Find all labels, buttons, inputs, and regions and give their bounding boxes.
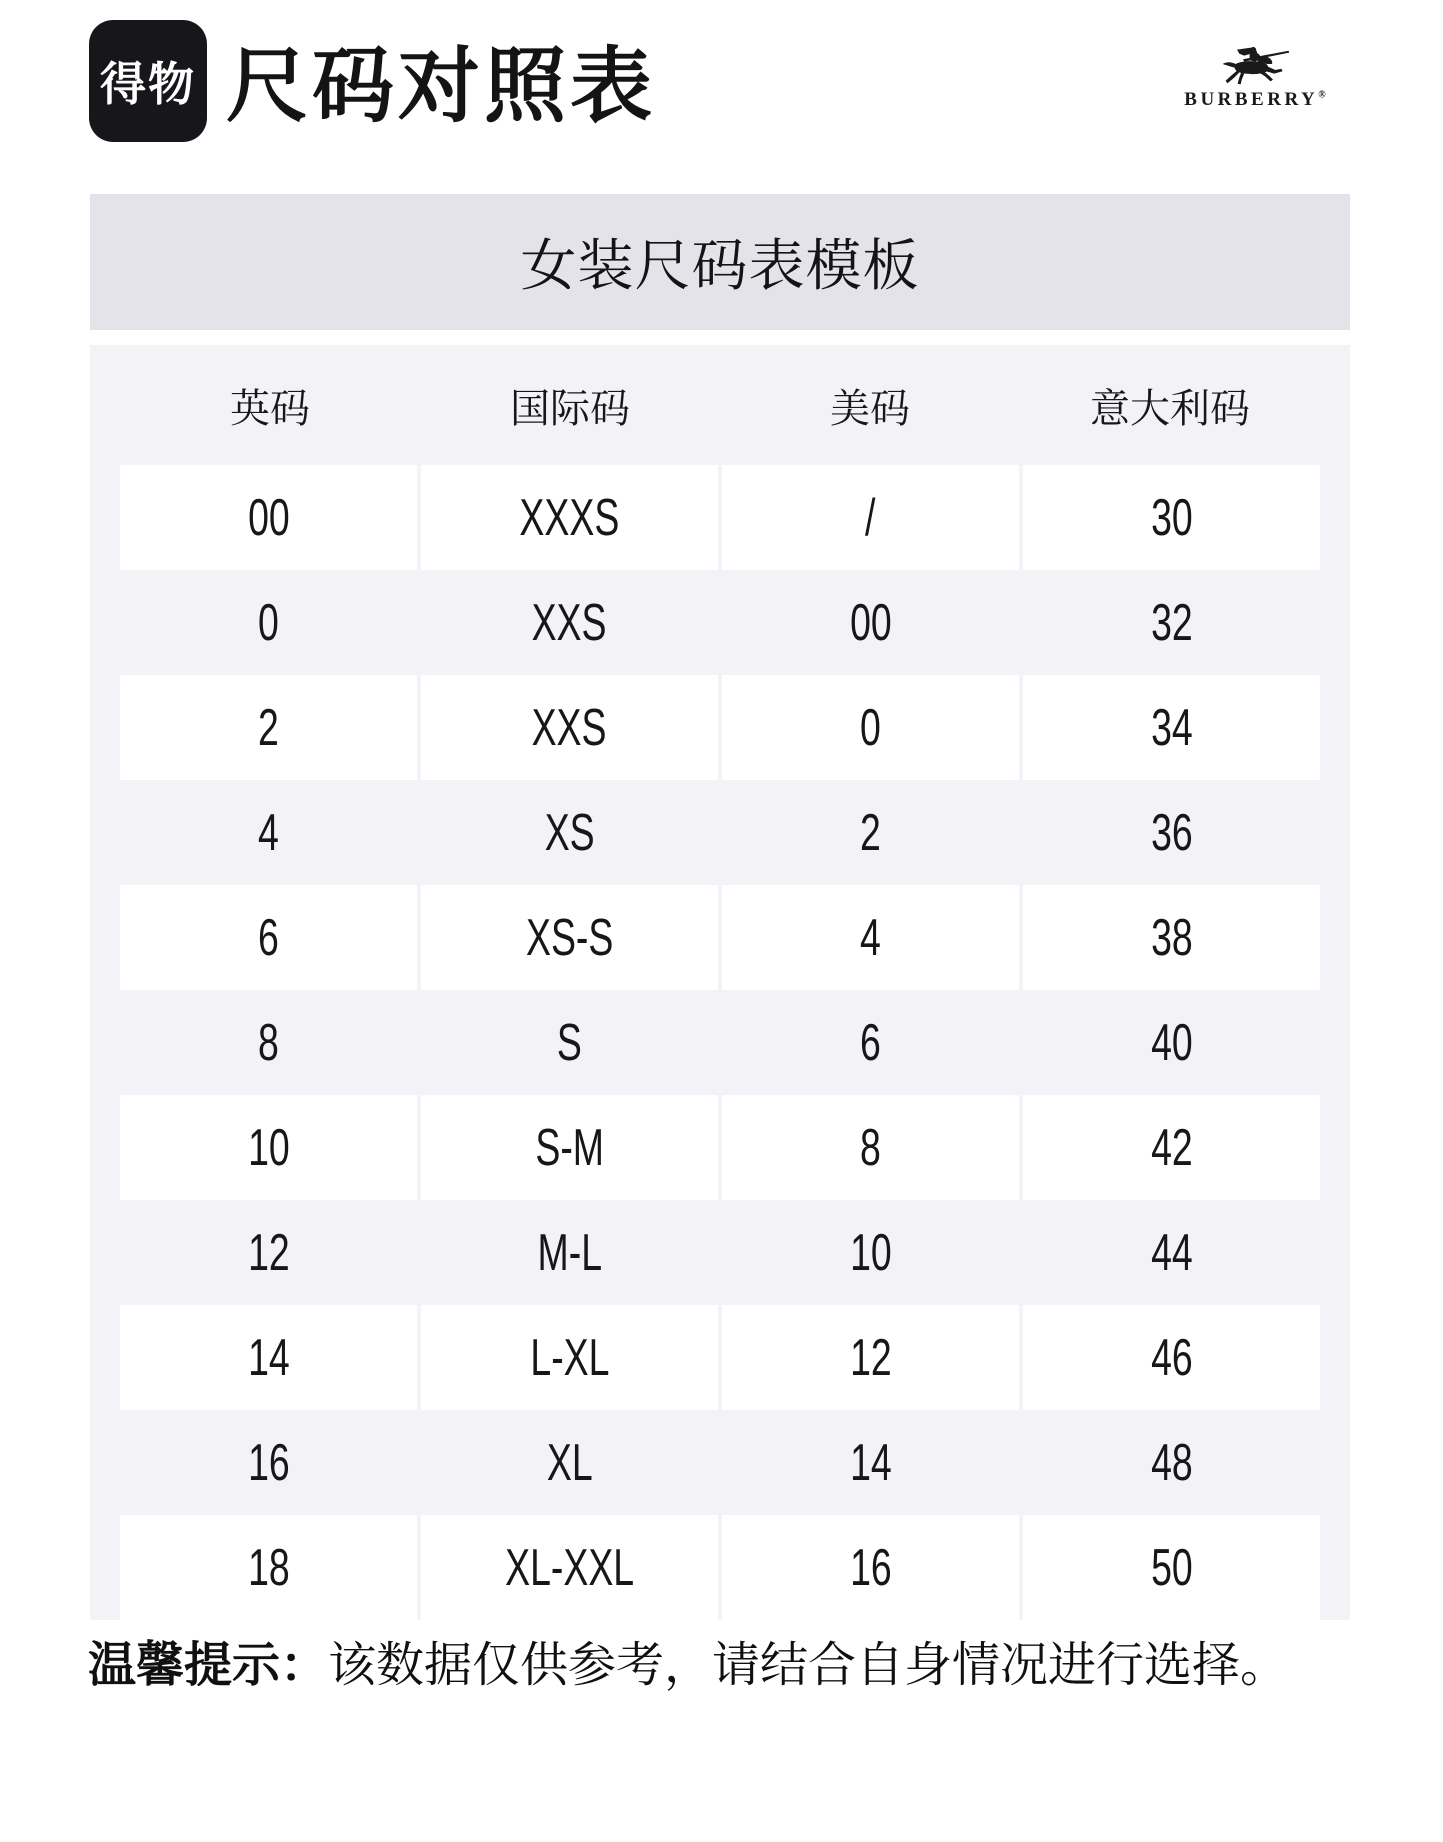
table-cell	[722, 675, 1019, 780]
dewu-logo	[89, 20, 207, 142]
table-cell	[421, 1305, 718, 1410]
cell-value: 10	[247, 1118, 290, 1177]
cell-value: XXS	[532, 698, 607, 757]
table-cell	[120, 675, 417, 780]
cell-value: XXS	[532, 593, 607, 652]
cell-value: 40	[1150, 1013, 1193, 1072]
table-cell	[1023, 780, 1320, 885]
table-row	[120, 885, 1320, 990]
table-cell	[1023, 990, 1320, 1095]
cell-value: 2	[258, 698, 279, 757]
table-cell	[722, 885, 1019, 990]
table-cell	[120, 780, 417, 885]
table-row	[120, 1515, 1320, 1620]
table-cell	[120, 465, 417, 570]
cell-value: /	[865, 488, 876, 547]
cell-value: 36	[1150, 803, 1193, 862]
table-cell	[421, 1515, 718, 1620]
table-row	[120, 570, 1320, 675]
table-cell	[722, 1515, 1019, 1620]
table-cell	[1023, 1410, 1320, 1515]
table-cell	[1023, 1305, 1320, 1410]
table-cell	[421, 1410, 718, 1515]
brand-text: BURBERRY	[1184, 89, 1319, 110]
cell-value: 44	[1150, 1223, 1193, 1282]
column-header: 美码	[830, 386, 910, 431]
tip-label: 温馨提示：	[88, 1639, 329, 1692]
table-cell	[1023, 885, 1320, 990]
table-cell	[722, 990, 1019, 1095]
table-row	[120, 990, 1320, 1095]
cell-value: 38	[1150, 908, 1193, 967]
table-row	[120, 1095, 1320, 1200]
table-cell	[120, 1305, 417, 1410]
cell-value: 12	[247, 1223, 290, 1282]
cell-value: 6	[258, 908, 279, 967]
table-cell	[421, 1095, 718, 1200]
footer-tip	[88, 1638, 1288, 1694]
cell-value: XXXS	[519, 488, 620, 547]
page-title: 尺码对照表	[226, 41, 657, 132]
table-title: 女装尺码表模板	[520, 234, 920, 297]
table-cell	[722, 1095, 1019, 1200]
table-row	[120, 465, 1320, 570]
cell-value: XL-XXL	[504, 1538, 635, 1597]
table-cell	[421, 465, 718, 570]
table-row	[120, 1200, 1320, 1305]
cell-value: 4	[258, 803, 279, 862]
column-header: 国际码	[510, 386, 630, 431]
cell-value: 10	[849, 1223, 892, 1282]
cell-value: 16	[247, 1433, 290, 1492]
burberry-knight-icon	[1218, 46, 1292, 88]
table-cell	[722, 465, 1019, 570]
cell-value: XL	[546, 1433, 593, 1492]
table-cell	[722, 780, 1019, 885]
table-cell	[120, 1095, 417, 1200]
table-row	[120, 1410, 1320, 1515]
table-cell	[1023, 570, 1320, 675]
cell-value: 50	[1150, 1538, 1193, 1597]
cell-value: 0	[258, 593, 279, 652]
cell-value: 46	[1150, 1328, 1193, 1387]
table-cell	[722, 1200, 1019, 1305]
cell-value: 4	[860, 908, 881, 967]
cell-value: 48	[1150, 1433, 1193, 1492]
cell-value: 2	[860, 803, 881, 862]
table-cell	[421, 990, 718, 1095]
table-header-row	[120, 345, 1320, 465]
cell-value: M-L	[537, 1223, 602, 1282]
cell-value: 14	[247, 1328, 290, 1387]
cell-value: XS-S	[525, 908, 614, 967]
dewu-logo-text: 得物	[100, 58, 196, 110]
table-cell	[1023, 1515, 1320, 1620]
table-body	[120, 465, 1320, 1620]
cell-value: S	[557, 1013, 582, 1072]
cell-value: 0	[860, 698, 881, 757]
column-header: 英码	[230, 386, 310, 431]
table-row	[120, 675, 1320, 780]
column-header: 意大利码	[1090, 386, 1250, 431]
cell-value: 8	[258, 1013, 279, 1072]
cell-value: 42	[1150, 1118, 1193, 1177]
cell-value: 00	[849, 593, 892, 652]
table-row	[120, 780, 1320, 885]
tip-text: 该数据仅供参考，请结合自身情况进行选择。	[328, 1639, 1289, 1692]
cell-value: L-XL	[529, 1328, 610, 1387]
table-cell	[421, 885, 718, 990]
cell-value: 12	[849, 1328, 892, 1387]
table-cell	[421, 675, 718, 780]
cell-value: 8	[860, 1118, 881, 1177]
table-title-banner	[90, 194, 1350, 330]
table-cell	[1023, 1095, 1320, 1200]
table-cell	[120, 570, 417, 675]
table-cell	[421, 570, 718, 675]
table-cell	[722, 1410, 1019, 1515]
table-cell	[1023, 1200, 1320, 1305]
table-cell	[120, 1515, 417, 1620]
cell-value: 18	[247, 1538, 290, 1597]
table-cell	[120, 1200, 417, 1305]
cell-value: 34	[1150, 698, 1193, 757]
cell-value: S-M	[535, 1118, 604, 1177]
cell-value: 14	[849, 1433, 892, 1492]
cell-value: 6	[860, 1013, 881, 1072]
cell-value: 00	[247, 488, 290, 547]
table-cell	[1023, 465, 1320, 570]
table-cell	[421, 780, 718, 885]
cell-value: 32	[1150, 593, 1193, 652]
table-cell	[120, 1410, 417, 1515]
size-table	[90, 345, 1350, 1620]
table-cell	[120, 990, 417, 1095]
burberry-logo	[1172, 46, 1338, 111]
table-cell	[421, 1200, 718, 1305]
cell-value: XS	[544, 803, 595, 862]
table-cell	[1023, 675, 1320, 780]
table-cell	[120, 885, 417, 990]
registered-mark: ®	[1318, 89, 1326, 101]
table-cell	[722, 1305, 1019, 1410]
table-row	[120, 1305, 1320, 1410]
cell-value: 30	[1150, 488, 1193, 547]
cell-value: 16	[849, 1538, 892, 1597]
table-cell	[722, 570, 1019, 675]
burberry-wordmark	[1184, 89, 1325, 111]
